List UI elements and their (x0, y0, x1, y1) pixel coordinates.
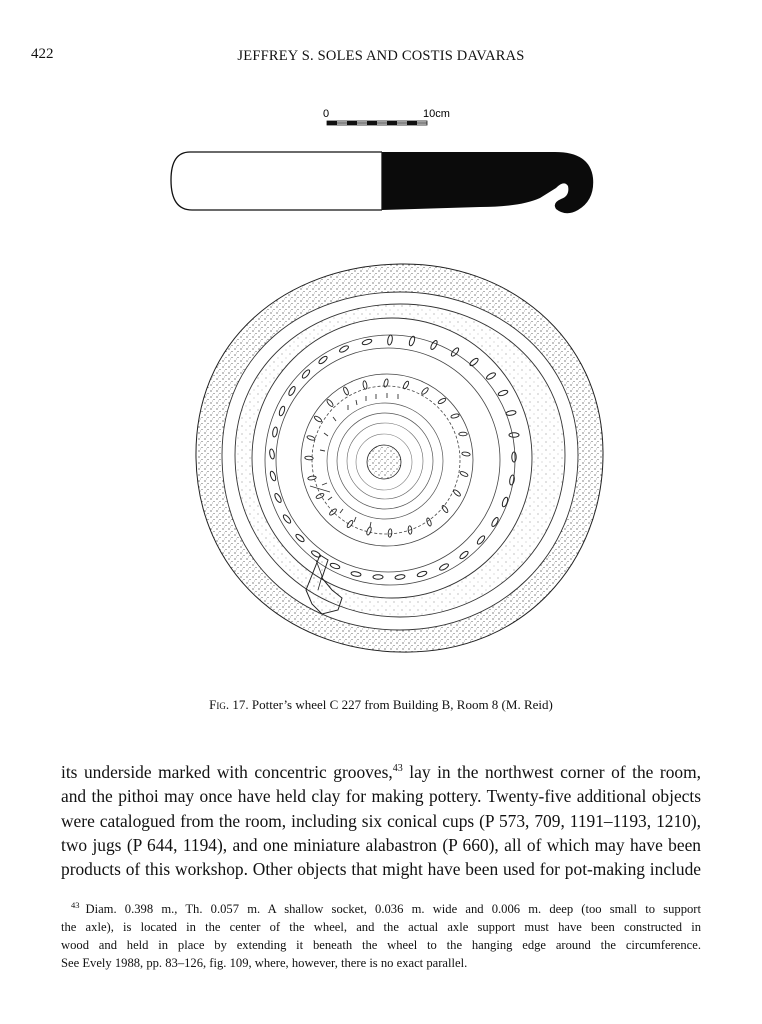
footnote-line: See Evely 1988, pp. 83–126, fig. 109, where, however, there is no exact parallel. (61, 956, 468, 970)
body-line: products of this workshop. Other objects that might have been used for pot-making include (61, 859, 701, 880)
scale-label-10cm: 10cm (423, 108, 450, 120)
figure-caption-label: Fig. 17. (209, 697, 249, 712)
figure-caption-text: Potter’s wheel C 227 from Building B, Room 8 (M. Reid) (251, 697, 553, 712)
footnote-line: wood and held in place by extending it beneath the wheel to the hanging edge around the circumference. (61, 938, 701, 952)
figure-caption (0, 697, 762, 713)
scale-bar (323, 108, 450, 125)
footnote-number: 43 (71, 900, 80, 910)
footnote-line-text: Diam. 0.398 m., Th. 0.057 m. A shallow socket, 0.036 m. wide and 0.006 m. deep (too small to support (85, 902, 701, 916)
body-line (61, 760, 701, 784)
footnote-line: the axle), is located in the center of the wheel, and the actual axle support must have been constructed in (61, 920, 701, 934)
body-paragraph (61, 760, 701, 881)
page-number: 422 (31, 46, 54, 62)
footnote-43 (61, 900, 701, 972)
footnote-line (61, 900, 701, 918)
body-line: two jugs (P 644, 1194), and one miniature alabastron (P 660), all of which may have been (61, 834, 701, 855)
footnote-reference[interactable]: 43 (392, 763, 403, 774)
scale-label-zero: 0 (323, 108, 330, 120)
body-line-tail: lay in the northwest corner of the room, (402, 762, 701, 782)
wheel-section-profile (171, 152, 593, 213)
body-line: and the pithoi may once have held clay for making pottery. Twenty-five additional objects (61, 786, 701, 807)
body-line-text: its underside marked with concentric grooves, (61, 762, 393, 782)
body-line: were catalogued from the room, including six conical cups (P 573, 709, 1191–1193, 1210), (61, 810, 701, 831)
wheel-plan (196, 264, 603, 652)
running-head: JEFFREY S. SOLES AND COSTIS DAVARAS (237, 48, 525, 64)
